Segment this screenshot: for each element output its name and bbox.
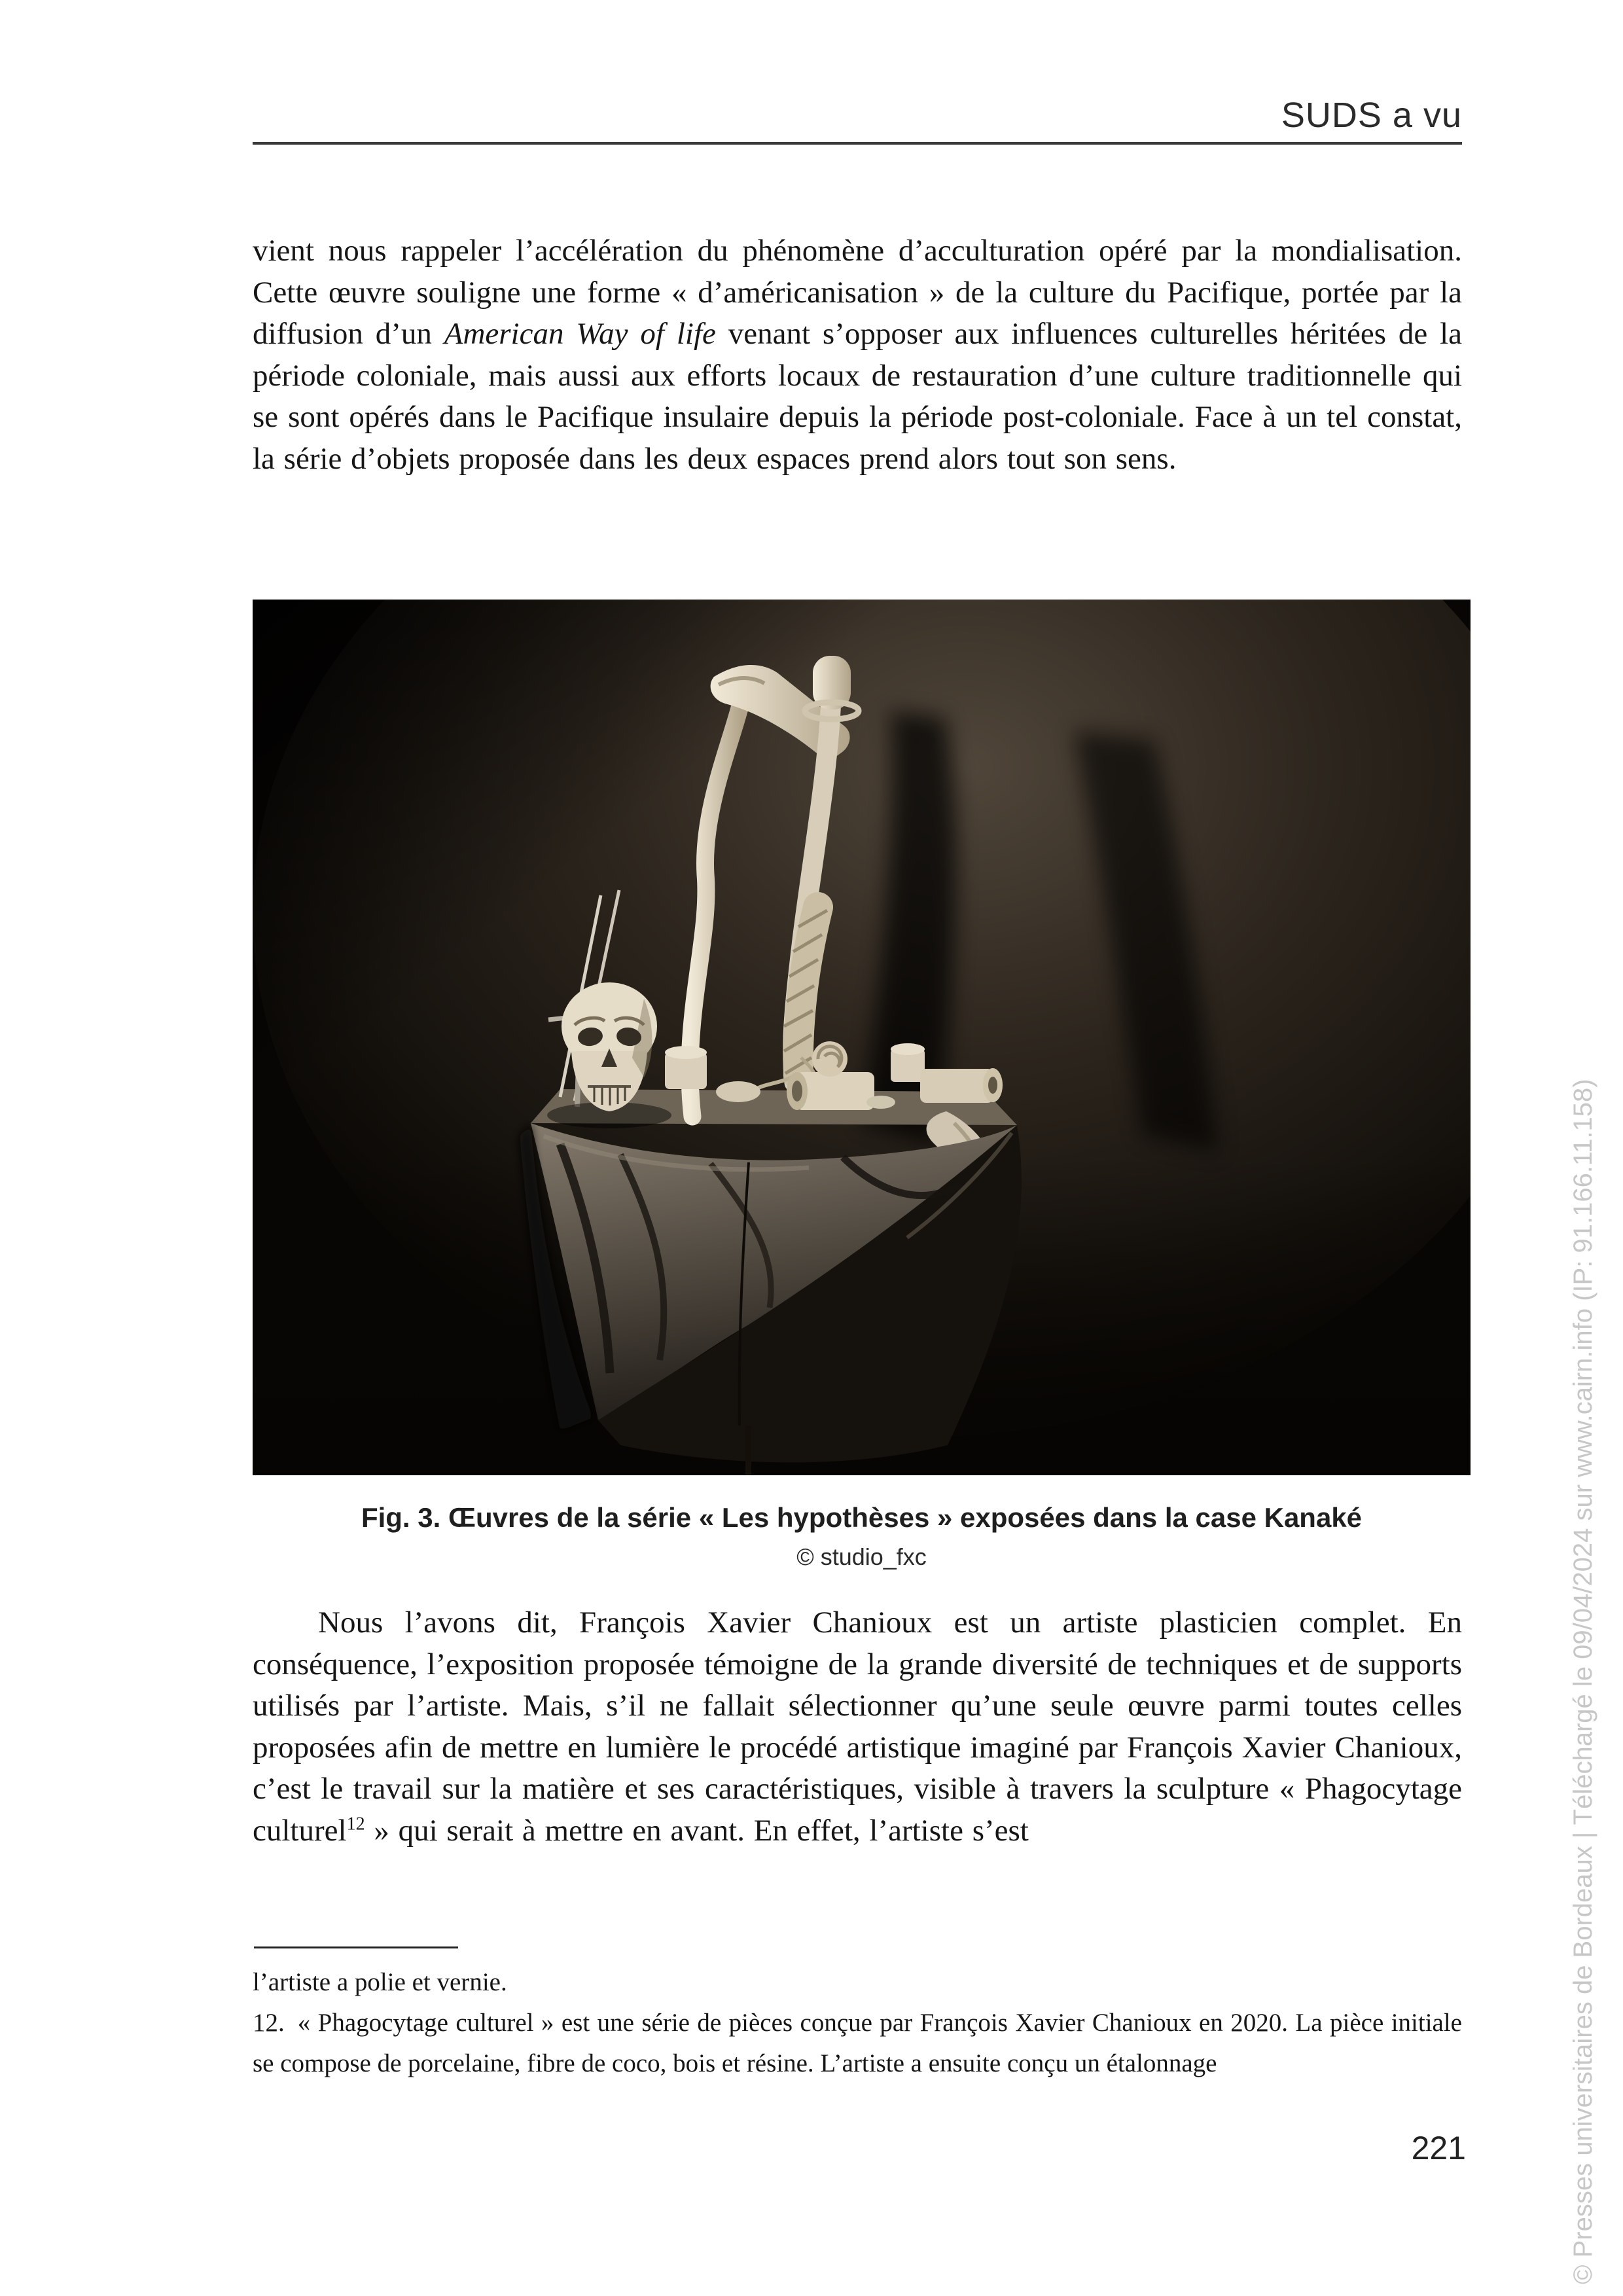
paragraph-text: » qui serait à mettre en avant. En effet, l’artiste s’est <box>365 1813 1029 1848</box>
footnote-12-number: 12. <box>253 2009 285 2037</box>
header-rule <box>253 142 1462 145</box>
footnote-continuation: l’artiste a polie et vernie. <box>253 1968 507 1996</box>
cairn-watermark: © Presses universitaires de Bordeaux | Téléchargé le 09/04/2024 sur www.cairn.info (IP: 91.166.11.158) <box>1569 1079 1597 2284</box>
paragraph-text: Nous l’avons dit, François Xavier Chanioux est un artiste plasticien complet. En conséquence, l’exposition proposée témoigne de la grande diversité de techniques et de supports utilisés par l’artiste. Mais, s’il ne fallait sélectionner qu’une seule œuvre parmi toutes celles proposées afin de mettre en lumière le procédé artistique imaginé par François Xavier Chanioux, c’est le travail sur la matière et ses caractéristiques, visible à travers la sculpture « Phagocytage culturel <box>253 1605 1462 1848</box>
footnote-12 <box>253 2003 1462 2084</box>
figure-caption: Fig. 3. Œuvres de la série « Les hypothèses » exposées dans la case Kanaké <box>361 1502 1363 1533</box>
table-leg <box>745 1426 751 1475</box>
footnote-reference-12[interactable]: 12 <box>346 1813 365 1834</box>
footnote-separator-rule <box>254 1946 458 1948</box>
page-number: 221 <box>1411 2130 1466 2166</box>
paragraph-chanioux <box>253 1602 1462 1852</box>
footnote-12-text: « Phagocytage culturel » est une série de pièces conçue par François Xavier Chanioux en 2020. La pièce initiale se compose de porcelaine, fibre de coco, bois et résine. L’artiste a ensuite conçu un étalonnage <box>253 2009 1462 2077</box>
footnotes-block <box>253 1962 1462 2084</box>
paragraph-text: vient nous rappeler l’accélération du phénomène d’acculturation opéré par la mondialisation. Cette œuvre souligne une forme « d’américanisation » de la culture du Pacifique, portée par la diffusion d’un <box>253 234 1462 351</box>
figure-3 <box>253 600 1471 1571</box>
italic-phrase: American Way of life <box>444 317 716 351</box>
sculpture-photo <box>253 600 1471 1475</box>
running-header-title: SUDS a vu <box>1281 96 1462 135</box>
figure-credit: © studio_fxc <box>796 1543 927 1570</box>
paragraph-text: venant s’opposer aux influences culturelles héritées de la période coloniale, mais aussi aux efforts locaux de restauration d’une culture traditionnelle qui se sont opérés dans le Pacifique insulaire depuis la période post-coloniale. Face à un tel constat, la série d’objets proposée dans les deux espaces prend alors tout son sens. <box>253 317 1463 476</box>
paragraph-acculturation <box>253 230 1462 480</box>
